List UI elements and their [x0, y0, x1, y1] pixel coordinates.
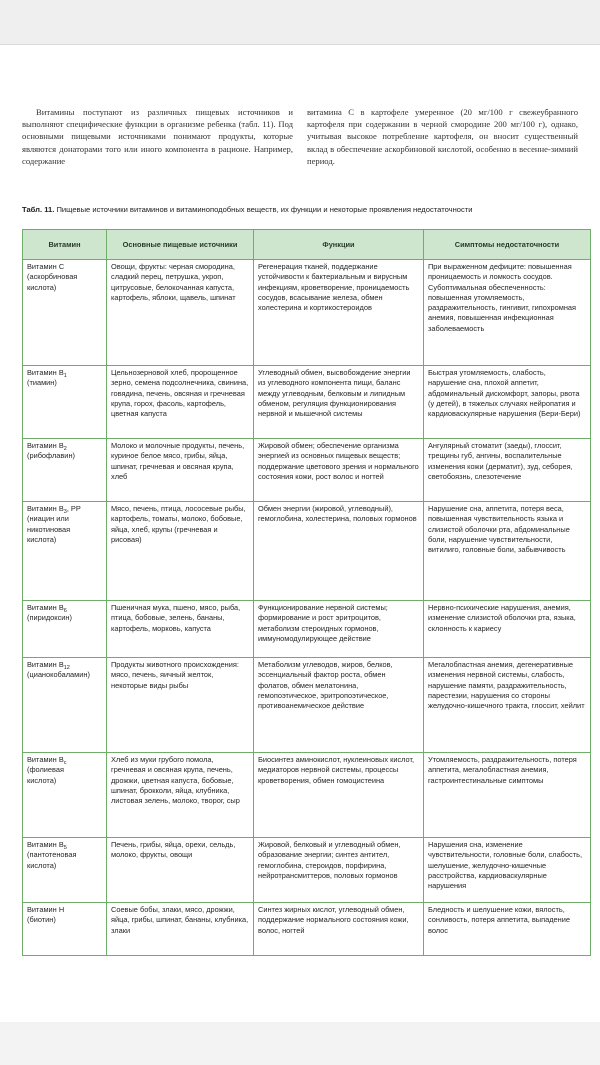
vitamin-alias: (аскорбиновая кислота): [27, 272, 78, 292]
sources-text: Молоко и молочные продукты, печень, куриное белое мясо, грибы, яйца, шпинат, гречневая и овсяная крупа, хлеб: [111, 441, 245, 481]
symptoms-text: Утомляемость, раздражительность, потеря аппетита, мегалобластная анемия, гастроинтестинальные симптомы: [428, 755, 577, 785]
functions-cell: [254, 439, 424, 502]
table-row: [23, 838, 591, 903]
sources-text: Соевые бобы, злаки, мясо, дрожжи, яйца, грибы, шпинат, бананы, клубника, злаки: [111, 905, 249, 935]
header-vitamin: Витамин: [23, 230, 107, 260]
functions-text: Жировой обмен; обеспечение организма энергией из основных пищевых веществ; поддержание цветового зрения и нормального состояния кожи, рост волос и ногтей: [258, 441, 419, 481]
sources-cell: [107, 502, 254, 601]
functions-cell: [254, 260, 424, 366]
table-row: [23, 753, 591, 838]
vitamin-name: Витамин B: [27, 603, 64, 612]
symptoms-text: При выраженном дефиците: повышенная проницаемость и ломкость сосудов. Субоптимальная обеспеченность: повышенная утомляемость, раздражительность, гингивит, гипохромная анемия, повышенная инфекционная заболеваемость: [428, 262, 577, 333]
table-row: [23, 439, 591, 502]
symptoms-text: Нарушения сна, изменение чувствительности, головные боли, слабость, шелушение, желудочно-кишечные расстройства, кардиоваскулярные нарушения: [428, 840, 583, 891]
symptoms-text: Нервно-психические нарушения, анемия, изменение слизистой оболочки рта, языка, склонность к кариесу: [428, 603, 576, 633]
vitamin-alias: (биотин): [27, 915, 56, 925]
vitamin-subscript: 12: [63, 665, 70, 671]
symptoms-cell: [424, 658, 591, 753]
sources-cell: [107, 260, 254, 366]
vitamin-subscript: 3: [63, 509, 67, 515]
functions-cell: [254, 903, 424, 956]
vitamin-cell: [23, 838, 107, 903]
vitamin-cell: [23, 439, 107, 502]
vitamin-name: Витамин B: [27, 755, 64, 764]
table-caption: [22, 205, 578, 215]
vitamins-table: [22, 229, 591, 956]
vitamin-alias: (тиамин): [27, 378, 57, 388]
vitamin-alias: (рибофлавин): [27, 451, 75, 461]
sources-text: Хлеб из муки грубого помола, гречневая и овсяная крупа, печень, дрожжи, цветная капуста, бобовые, шпинат, брокколи, яйца, клубника, листовая зелень, молоко, творог, сыр: [111, 755, 240, 806]
functions-text: Синтез жирных кислот, углеводный обмен, поддержание нормального состояния кожи, волос, ногтей: [258, 905, 409, 935]
header-symptoms: Симптомы недостаточности: [424, 230, 591, 260]
vitamin-cell: [23, 366, 107, 439]
table-row: [23, 903, 591, 956]
intro-column-1: Витамины поступают из различных пищевых источников и выполняют специфические функции в организме ребенка (табл. 11). Под основными пищевыми источниками понимают продукты, которые являются донаторами того или иного компонента в рационе. Например, содержание: [22, 107, 293, 166]
vitamin-subscript: 1: [63, 373, 67, 379]
vitamin-name: Витамин Н: [27, 905, 65, 914]
symptoms-text: Бледность и шелушение кожи, вялость, сонливость, потеря аппетита, выпадение волос: [428, 905, 570, 935]
vitamin-alias: (цианокобаламин): [27, 670, 90, 680]
symptoms-text: Ангулярный стоматит (заеды), глоссит, трещины губ, ангины, воспалительные изменения кожи (дерматит), зуд, себорея, светобоязнь, слезотечение: [428, 441, 573, 481]
symptoms-cell: [424, 439, 591, 502]
vitamin-subscript: 2: [63, 446, 67, 452]
functions-cell: [254, 658, 424, 753]
header-sources: Основные пищевые источники: [107, 230, 254, 260]
vitamin-cell: [23, 601, 107, 658]
table-row: [23, 658, 591, 753]
functions-text: Биосинтез аминокислот, нуклеиновых кислот, медиаторов нервной системы, процессы кроветворения, обмен гомоцистеина: [258, 755, 415, 785]
top-bar: [0, 0, 600, 45]
functions-cell: [254, 838, 424, 903]
table-header-row: [23, 230, 591, 260]
sources-text: Цельнозерновой хлеб, пророщенное зерно, семена подсолнечника, свинина, говядина, печень, овсяная и гречневая крупа, горох, фасоль, картофель, цветная капуста: [111, 368, 249, 419]
functions-text: Функционирование нервной системы; формирование и рост эритроцитов, метаболизм стероидных гормонов, иммуномодулирующее действие: [258, 603, 388, 643]
functions-text: Обмен энергии (жировой, углеводный), гемоглобина, холестерина, половых гормонов: [258, 504, 417, 524]
functions-text: Метаболизм углеводов, жиров, белков, эссенциальный фактор роста, обмен фолатов, обмен мелатонина, гемопоэтическое, эритропоэтическое, противоанемическое действие: [258, 660, 393, 711]
vitamin-alias: , PP (ниацин или никотиновая кислота): [27, 504, 81, 544]
sources-cell: [107, 601, 254, 658]
sources-cell: [107, 658, 254, 753]
sources-cell: [107, 753, 254, 838]
vitamin-alias: (фолиевая кислота): [27, 765, 64, 785]
sources-text: Мясо, печень, птица, лососевые рыбы, картофель, томаты, молоко, бобовые, яйца, хлеб, крупы (гречневая и рисовая): [111, 504, 246, 544]
vitamin-cell: [23, 502, 107, 601]
vitamin-alias: (пиридоксин): [27, 613, 72, 623]
vitamin-name: Витамин B: [27, 441, 64, 450]
table-row: [23, 366, 591, 439]
sources-cell: [107, 838, 254, 903]
table-row: [23, 601, 591, 658]
symptoms-text: Мегалобластная анемия, дегенеративные изменения нервной системы, слабость, нарушение памяти, раздражительность, парестезии, нарушения со стороны желудочно-кишечного тракта, глоссит, хейлит: [428, 660, 585, 711]
functions-text: Жировой, белковый и углеводный обмен, образование энергии; синтез антител, гемоглобина, стероидов, порфирина, нейротрансмиттеров, половых гормонов: [258, 840, 401, 880]
intro-text: [22, 106, 578, 167]
vitamin-name: Витамин C: [27, 262, 65, 271]
sources-cell: [107, 903, 254, 956]
vitamin-subscript: 6: [63, 608, 67, 614]
table-row: [23, 260, 591, 366]
vitamin-name: Витамин B: [27, 660, 64, 669]
vitamin-name: Витамин B: [27, 504, 64, 513]
symptoms-cell: [424, 260, 591, 366]
header-functions: Функции: [254, 230, 424, 260]
vitamin-cell: [23, 658, 107, 753]
symptoms-cell: [424, 502, 591, 601]
bottom-bar: [0, 1022, 600, 1065]
functions-cell: [254, 601, 424, 658]
vitamin-name: Витамин B: [27, 368, 64, 377]
vitamin-alias: (пантотеновая кислота): [27, 850, 77, 870]
functions-text: Углеводный обмен, высвобождение энергии из углеводного компонента пищи, баланс между углеводным, белковым и липидным обменом, регуляция функционирования нервной и мышечной системы: [258, 368, 411, 419]
functions-cell: [254, 366, 424, 439]
symptoms-text: Быстрая утомляемость, слабость, нарушение сна, плохой аппетит, абдоминальный дискомфорт, запоры, рвота (у детей), в тяжелых случаях нейропатия и кардиоваскулярные нарушения (Бери-Бери): [428, 368, 581, 419]
symptoms-cell: [424, 601, 591, 658]
symptoms-cell: [424, 838, 591, 903]
vitamin-name: Витамин B: [27, 840, 64, 849]
symptoms-cell: [424, 903, 591, 956]
symptoms-cell: [424, 753, 591, 838]
vitamin-cell: [23, 903, 107, 956]
vitamin-cell: [23, 753, 107, 838]
sources-text: Пшеничная мука, пшено, мясо, рыба, птица, бобовые, зелень, бананы, картофель, морковь, капуста: [111, 603, 241, 633]
functions-text: Регенерация тканей, поддержание устойчивости к бактериальным и вирусным инфекциям, кроветворение, проницаемость сосудов, всасывание железа, обмен холестерина и кортикостероидов: [258, 262, 410, 313]
sources-text: Печень, грибы, яйца, орехи, сельдь, молоко, фрукты, овощи: [111, 840, 236, 860]
functions-cell: [254, 753, 424, 838]
vitamin-subscript: c: [63, 760, 67, 766]
sources-text: Овощи, фрукты: черная смородина, сладкий перец, петрушка, укроп, цитрусовые, белокочанная капуста, картофель, яблоки, щавель, шпинат: [111, 262, 236, 302]
sources-cell: [107, 439, 254, 502]
table-caption-text: Пищевые источники витаминов и витаминоподобных веществ, их функции и некоторые проявления недостаточности: [54, 205, 473, 214]
functions-cell: [254, 502, 424, 601]
symptoms-cell: [424, 366, 591, 439]
intro-column-2: витамина С в картофеле умеренное (20 мг/100 г свежеубранного картофеля при содержании в черной смородине 200 мг/100 г), однако, учитывая высокое потребление картофеля, он вносит существенный вклад в обеспечение аскорбиновой кислотой, особенно в весенне-зимний период.: [307, 107, 578, 166]
vitamin-cell: [23, 260, 107, 366]
table-row: [23, 502, 591, 601]
vitamin-subscript: 5: [63, 845, 67, 851]
sources-text: Продукты животного происхождения: мясо, печень, яичный желток, некоторые виды рыбы: [111, 660, 239, 690]
table-caption-label: Табл. 11.: [22, 205, 55, 214]
symptoms-text: Нарушение сна, аппетита, потеря веса, повышенная чувствительность языка и слизистой оболочки рта, абдоминальные боли, нарушение чувствительности, витилиго, головные боли, забывчивость: [428, 504, 570, 555]
sources-cell: [107, 366, 254, 439]
